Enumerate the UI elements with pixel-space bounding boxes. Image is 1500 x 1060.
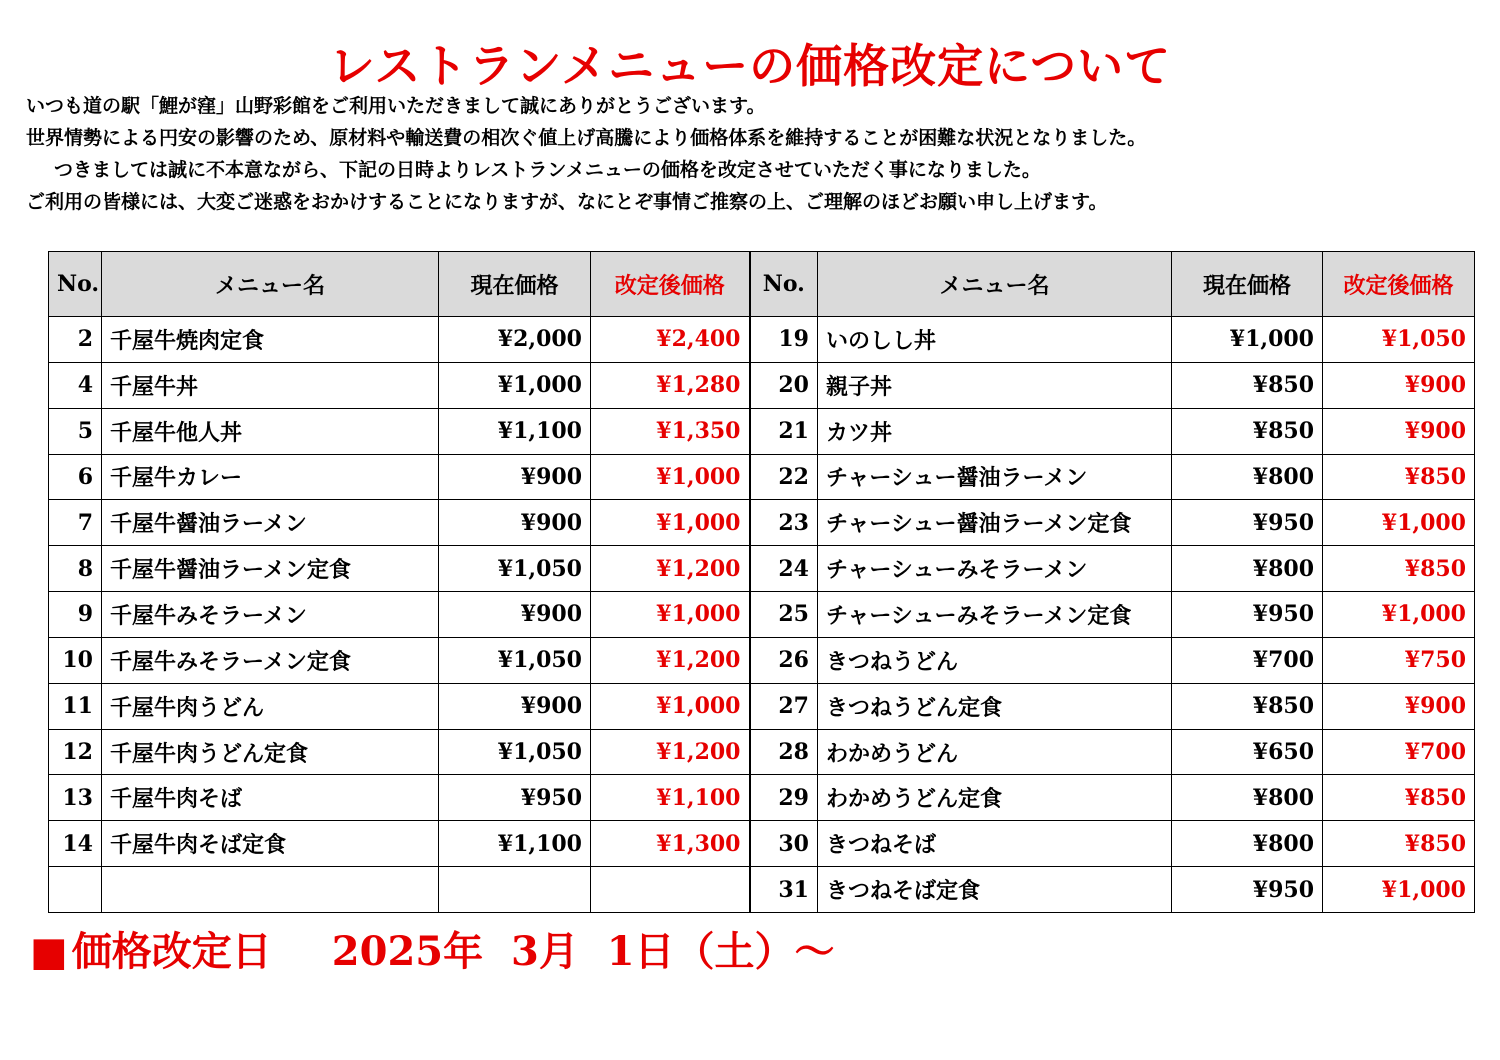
current-price: ¥950 — [1172, 592, 1323, 638]
current-price: ¥800 — [1172, 821, 1323, 867]
current-price: ¥1,050 — [439, 637, 591, 683]
revised-price: ¥850 — [1323, 454, 1475, 500]
item-number: 9 — [49, 592, 102, 638]
revised-price — [591, 867, 750, 913]
item-number: 4 — [49, 362, 102, 408]
menu-name: きつねうどん — [818, 637, 1172, 683]
menu-name: きつねそば — [818, 821, 1172, 867]
revised-price: ¥1,050 — [1323, 317, 1475, 363]
menu-name: 千屋牛他人丼 — [102, 408, 439, 454]
item-number: 11 — [49, 683, 102, 729]
current-price: ¥650 — [1172, 729, 1323, 775]
intro-line: つきましては誠に不本意ながら、下記の日時よりレストランメニューの価格を改定させていただく事になりました。 — [54, 159, 1041, 181]
item-number: 6 — [49, 454, 102, 500]
effective-year: 2025年 — [331, 928, 484, 975]
item-number: 14 — [49, 821, 102, 867]
current-price: ¥950 — [439, 775, 591, 821]
revised-price: ¥1,000 — [1323, 500, 1475, 546]
effective-date — [30, 920, 835, 977]
menu-name: きつねうどん定食 — [818, 683, 1172, 729]
revised-price: ¥1,000 — [591, 454, 750, 500]
current-price: ¥900 — [439, 683, 591, 729]
item-number: 31 — [750, 867, 818, 913]
effective-date-label: 価格改定日 — [71, 928, 272, 975]
table-row — [49, 408, 1475, 454]
revised-price: ¥850 — [1323, 546, 1475, 592]
menu-name: 千屋牛肉うどん定食 — [102, 729, 439, 775]
current-price: ¥1,100 — [439, 408, 591, 454]
effective-day: 1日（土）～ — [606, 928, 835, 975]
menu-name: チャーシュー醤油ラーメン — [818, 454, 1172, 500]
item-number: 10 — [49, 637, 102, 683]
menu-name: 千屋牛肉そば定食 — [102, 821, 439, 867]
revised-price: ¥1,350 — [591, 408, 750, 454]
revised-price: ¥1,000 — [591, 592, 750, 638]
item-number: 24 — [750, 546, 818, 592]
current-price: ¥900 — [439, 454, 591, 500]
menu-name: チャーシューみそラーメン — [818, 546, 1172, 592]
table-row — [49, 821, 1475, 867]
price-table — [48, 251, 1475, 913]
item-number: 26 — [750, 637, 818, 683]
item-number: 5 — [49, 408, 102, 454]
menu-name: わかめうどん定食 — [818, 775, 1172, 821]
revised-price: ¥900 — [1323, 362, 1475, 408]
table-row — [49, 775, 1475, 821]
table-row — [49, 317, 1475, 363]
menu-name — [102, 867, 439, 913]
item-number: 25 — [750, 592, 818, 638]
menu-name: チャーシューみそラーメン定食 — [818, 592, 1172, 638]
current-price: ¥950 — [1172, 867, 1323, 913]
menu-name: 千屋牛みそラーメン — [102, 592, 439, 638]
table-row — [49, 500, 1475, 546]
current-price: ¥850 — [1172, 683, 1323, 729]
header-menu-name: メニュー名 — [818, 252, 1172, 317]
header-revised-price: 改定後価格 — [1323, 252, 1475, 317]
item-number: 12 — [49, 729, 102, 775]
table-row — [49, 592, 1475, 638]
revised-price: ¥1,000 — [591, 683, 750, 729]
current-price — [439, 867, 591, 913]
current-price: ¥800 — [1172, 454, 1323, 500]
header-no: No. — [750, 252, 818, 317]
menu-name: 千屋牛醤油ラーメン — [102, 500, 439, 546]
menu-name: 千屋牛肉うどん — [102, 683, 439, 729]
price-table-body — [49, 317, 1475, 913]
current-price: ¥1,100 — [439, 821, 591, 867]
revised-price: ¥1,200 — [591, 729, 750, 775]
revised-price: ¥850 — [1323, 775, 1475, 821]
revised-price: ¥750 — [1323, 637, 1475, 683]
header-menu-name: メニュー名 — [102, 252, 439, 317]
item-number: 28 — [750, 729, 818, 775]
effective-month: 3月 — [510, 928, 579, 975]
revised-price: ¥900 — [1323, 408, 1475, 454]
item-number: 8 — [49, 546, 102, 592]
menu-name: 千屋牛肉そば — [102, 775, 439, 821]
current-price: ¥2,000 — [439, 317, 591, 363]
current-price: ¥900 — [439, 592, 591, 638]
revised-price: ¥1,000 — [591, 500, 750, 546]
menu-name: 千屋牛丼 — [102, 362, 439, 408]
current-price: ¥1,050 — [439, 729, 591, 775]
table-row — [49, 454, 1475, 500]
item-number: 29 — [750, 775, 818, 821]
menu-name: きつねそば定食 — [818, 867, 1172, 913]
page-title: レストランメニューの価格改定について — [328, 39, 1172, 93]
current-price: ¥850 — [1172, 362, 1323, 408]
menu-name: わかめうどん — [818, 729, 1172, 775]
table-row — [49, 362, 1475, 408]
intro-line: 世界情勢による円安の影響のため、原材料や輸送費の相次ぐ値上げ高騰により価格体系を維持することが困難な状況となりました。 — [26, 127, 1147, 149]
menu-name: 親子丼 — [818, 362, 1172, 408]
menu-name: 千屋牛カレー — [102, 454, 439, 500]
square-bullet-icon: ■ — [30, 928, 68, 975]
menu-name: 千屋牛みそラーメン定食 — [102, 637, 439, 683]
current-price: ¥900 — [439, 500, 591, 546]
item-number — [49, 867, 102, 913]
current-price: ¥800 — [1172, 775, 1323, 821]
table-header-row — [49, 252, 1475, 317]
intro-line: いつも道の駅「鯉が窪」山野彩館をご利用いただきまして誠にありがとうございます。 — [26, 95, 766, 117]
revised-price: ¥1,300 — [591, 821, 750, 867]
header-revised-price: 改定後価格 — [591, 252, 750, 317]
revised-price: ¥1,200 — [591, 637, 750, 683]
revised-price: ¥1,000 — [1323, 867, 1475, 913]
item-number: 27 — [750, 683, 818, 729]
current-price: ¥950 — [1172, 500, 1323, 546]
revised-price: ¥2,400 — [591, 317, 750, 363]
header-current-price: 現在価格 — [1172, 252, 1323, 317]
item-number: 30 — [750, 821, 818, 867]
table-row — [49, 729, 1475, 775]
revised-price: ¥700 — [1323, 729, 1475, 775]
item-number: 21 — [750, 408, 818, 454]
menu-name: 千屋牛焼肉定食 — [102, 317, 439, 363]
intro-line: ご利用の皆様には、大変ご迷惑をおかけすることになりますが、なにとぞ事情ご推察の上、ご理解のほどお願い申し上げます。 — [26, 191, 1108, 213]
table-row — [49, 637, 1475, 683]
table-row — [49, 683, 1475, 729]
item-number: 7 — [49, 500, 102, 546]
table-row — [49, 546, 1475, 592]
current-price: ¥1,000 — [1172, 317, 1323, 363]
current-price: ¥700 — [1172, 637, 1323, 683]
menu-name: いのしし丼 — [818, 317, 1172, 363]
revised-price: ¥1,100 — [591, 775, 750, 821]
item-number: 19 — [750, 317, 818, 363]
intro-text — [26, 90, 1476, 218]
revised-price: ¥1,000 — [1323, 592, 1475, 638]
header-no: No. — [49, 252, 102, 317]
item-number: 20 — [750, 362, 818, 408]
item-number: 23 — [750, 500, 818, 546]
item-number: 13 — [49, 775, 102, 821]
current-price: ¥1,000 — [439, 362, 591, 408]
item-number: 22 — [750, 454, 818, 500]
current-price: ¥1,050 — [439, 546, 591, 592]
current-price: ¥800 — [1172, 546, 1323, 592]
menu-name: 千屋牛醤油ラーメン定食 — [102, 546, 439, 592]
menu-name: チャーシュー醤油ラーメン定食 — [818, 500, 1172, 546]
revised-price: ¥850 — [1323, 821, 1475, 867]
current-price: ¥850 — [1172, 408, 1323, 454]
header-current-price: 現在価格 — [439, 252, 591, 317]
revised-price: ¥900 — [1323, 683, 1475, 729]
revised-price: ¥1,280 — [591, 362, 750, 408]
table-row — [49, 867, 1475, 913]
item-number: 2 — [49, 317, 102, 363]
menu-name: カツ丼 — [818, 408, 1172, 454]
revised-price: ¥1,200 — [591, 546, 750, 592]
